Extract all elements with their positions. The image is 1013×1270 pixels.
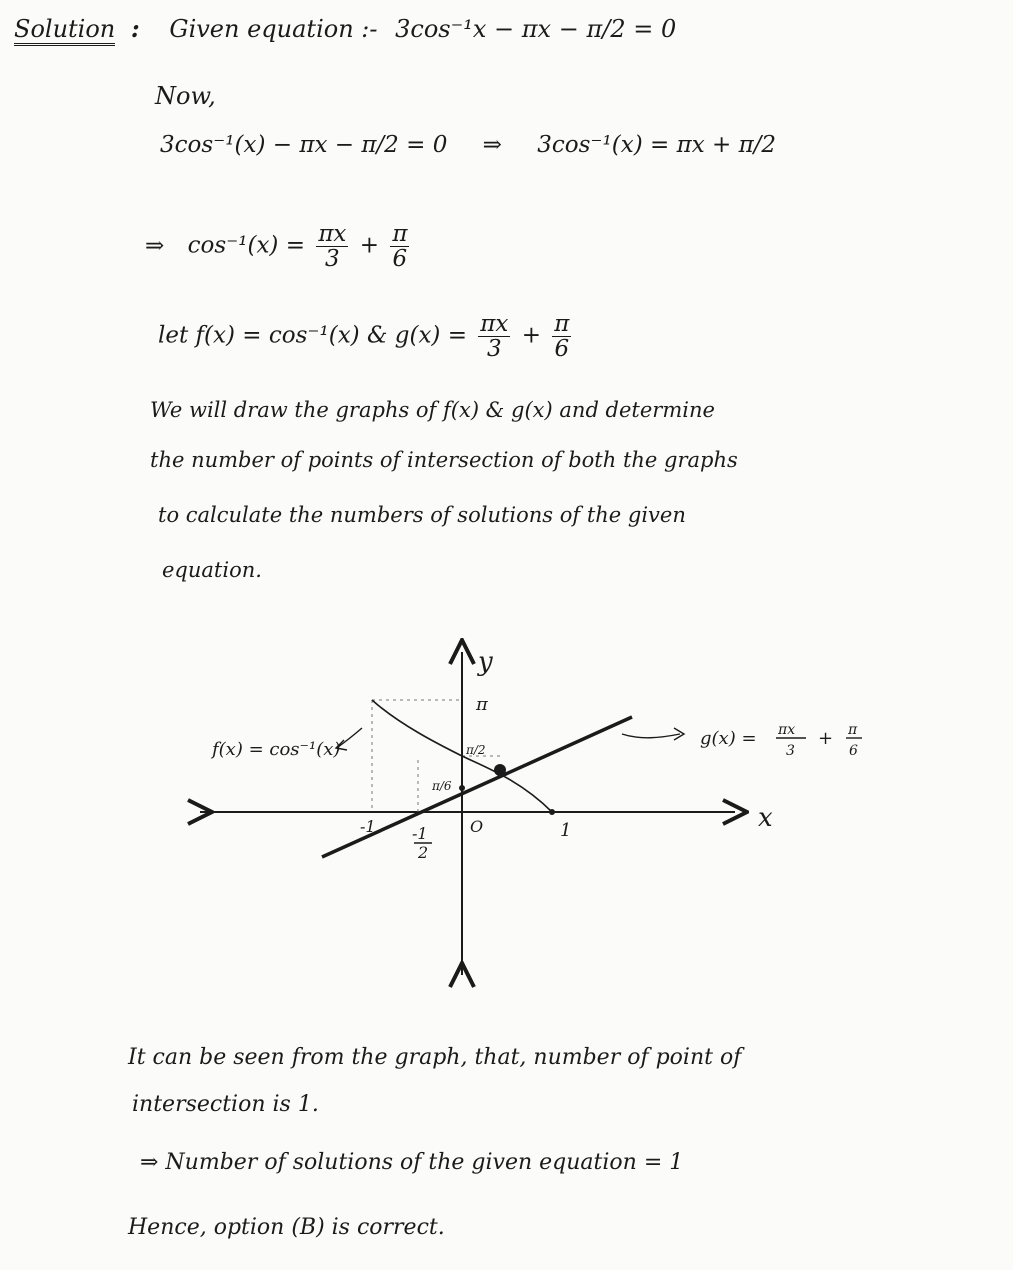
let-frac1-num: πx [480, 311, 509, 337]
given-prefix: Given equation :- [169, 15, 378, 43]
let-line [158, 312, 575, 361]
solution-label: Solution [14, 15, 115, 46]
step2-frac1 [316, 222, 348, 271]
g-frac2-den: 6 [849, 743, 858, 759]
tick-minus-one: -1 [360, 817, 376, 836]
let-frac1-den: 3 [487, 336, 502, 363]
x-axis-label: x [758, 803, 773, 833]
step2-frac1-den: 3 [325, 246, 340, 273]
g-frac1-num: πx [778, 722, 796, 738]
g-label-prefix: g(x) = [700, 728, 757, 749]
f-label: f(x) = cos⁻¹(x) [212, 739, 341, 760]
explanation-line-3: to calculate the numbers of solutions of the given [158, 503, 686, 527]
conclusion-line-1: It can be seen from the graph, that, number of point of [128, 1045, 742, 1070]
let-plus: + [521, 322, 541, 349]
heading-colon: : [130, 14, 140, 43]
step2-line [145, 222, 413, 271]
tick-one: 1 [560, 820, 572, 841]
let-frac2-den: 6 [554, 336, 570, 363]
step2-frac2 [390, 222, 409, 271]
let-frac2-num: π [554, 311, 570, 337]
tick-zero: O [470, 817, 484, 836]
pi-sixth-label: π/6 [432, 779, 452, 793]
x-one-point [549, 809, 555, 815]
pi-label: π [476, 694, 488, 715]
tick-minus-half-den: 2 [418, 843, 429, 862]
g-plus: + [818, 728, 834, 749]
conclusion-line-3: ⇒ Number of solutions of the given equation = 1 [140, 1150, 684, 1175]
step1-line [160, 132, 776, 158]
pi-half-label: π/2 [466, 743, 486, 757]
step1-left: 3cos⁻¹(x) − πx − π/2 = 0 [160, 132, 448, 158]
graph-figure [0, 630, 1013, 990]
tick-minus-half-num: -1 [412, 824, 428, 843]
let-text: let f(x) = cos⁻¹(x) & g(x) = [158, 322, 467, 349]
conclusion-line-2: intersection is 1. [132, 1092, 319, 1117]
let-frac2 [552, 312, 571, 361]
y-axis-label: y [478, 647, 493, 677]
heading-line [14, 14, 676, 43]
f-label-arrow [338, 728, 362, 747]
explanation-line-4: equation. [162, 558, 262, 582]
now-text: Now, [155, 82, 216, 110]
g-frac1-den: 3 [786, 743, 795, 759]
g-label-arrow [622, 734, 680, 738]
g-frac2-num: π [848, 722, 858, 738]
step2-frac1-num: πx [318, 221, 347, 247]
step2-frac2-num: π [392, 221, 408, 247]
y-intercept-point [459, 785, 465, 791]
step2-frac2-den: 6 [392, 246, 408, 273]
intersection-point [494, 764, 506, 776]
g-line [322, 717, 632, 857]
given-equation: 3cos⁻¹x − πx − π/2 = 0 [395, 15, 677, 43]
step2-plus: + [359, 232, 379, 259]
step1-arrow: ⇒ [482, 132, 502, 158]
explanation-line-1: We will draw the graphs of f(x) & g(x) and determine [150, 398, 715, 422]
conclusion-line-4: Hence, option (B) is correct. [128, 1215, 445, 1240]
step1-right: 3cos⁻¹(x) = πx + π/2 [537, 132, 777, 158]
let-frac1 [478, 312, 510, 361]
step2-lhs: cos⁻¹(x) = [187, 232, 305, 259]
step2-arrow: ⇒ [145, 232, 165, 259]
explanation-line-2: the number of points of intersection of both the graphs [150, 448, 738, 472]
